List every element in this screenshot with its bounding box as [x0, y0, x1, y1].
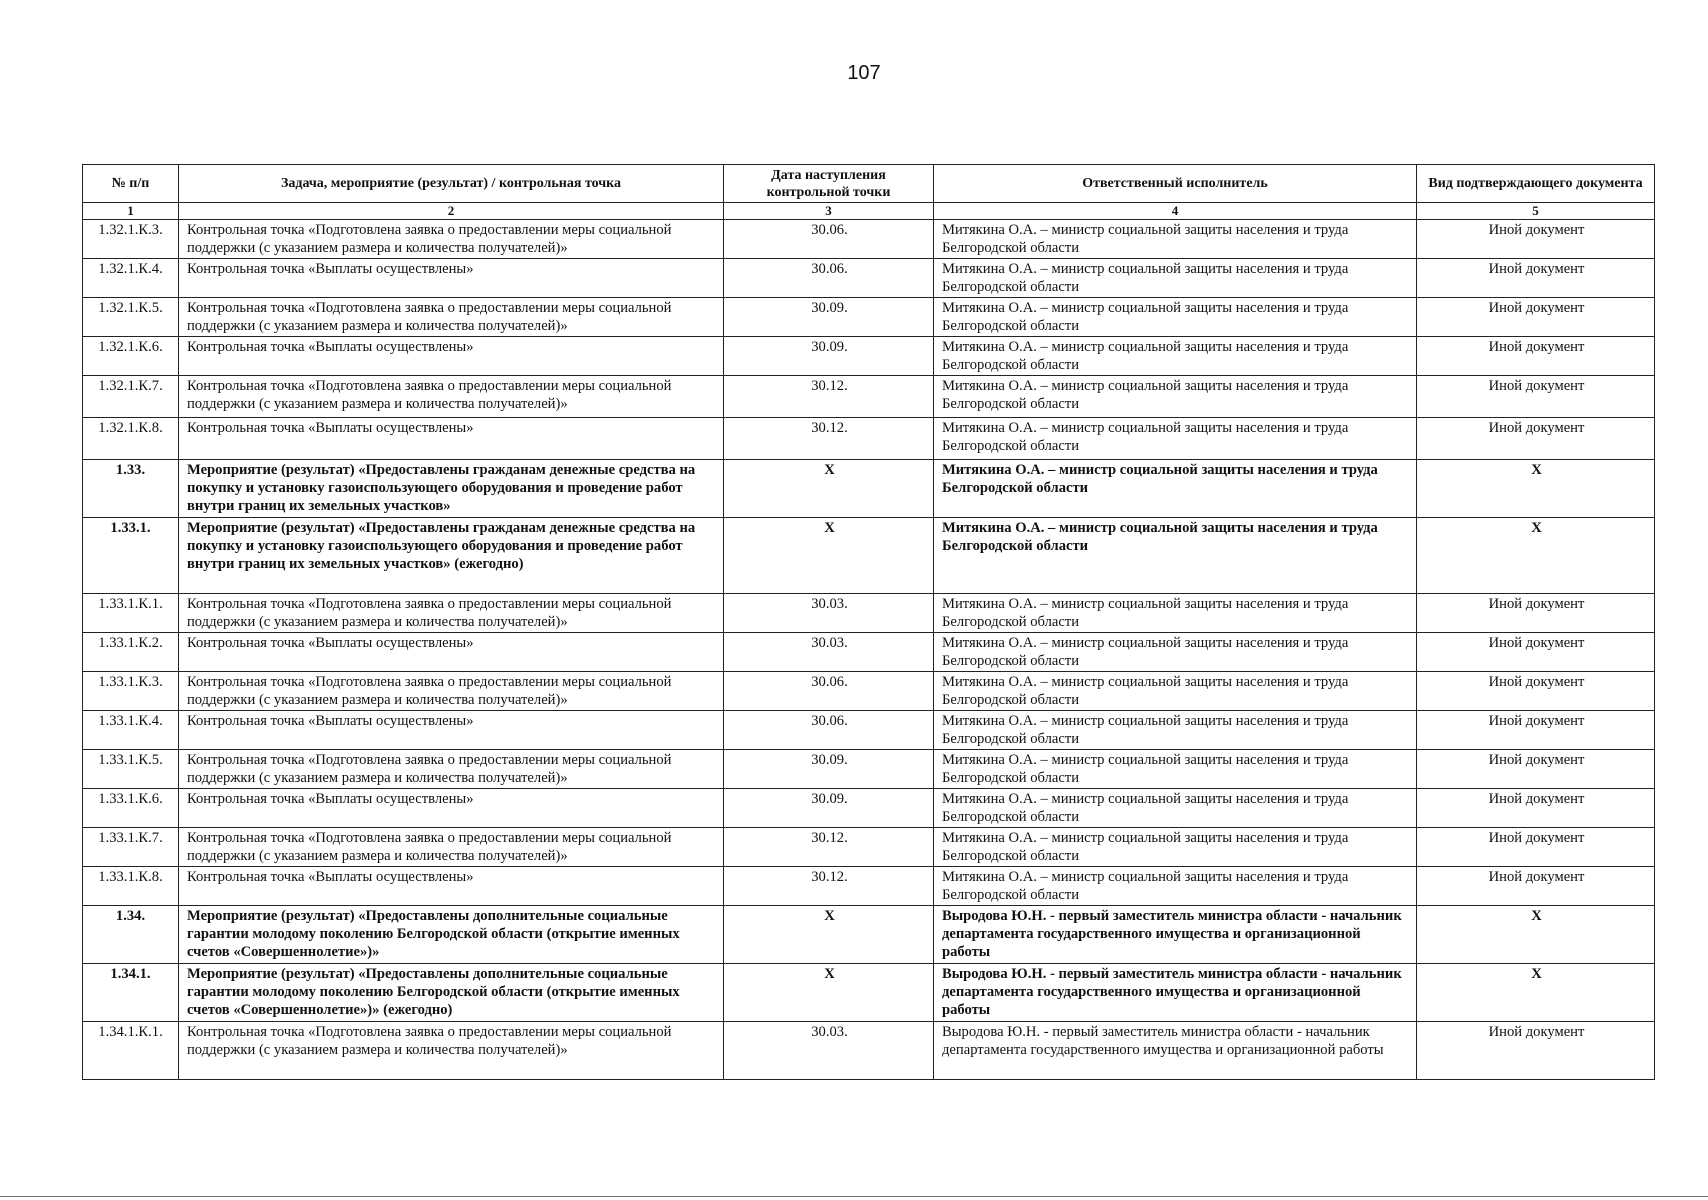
row-number: 1.32.1.К.4.: [83, 259, 179, 298]
row-executor: Митякина О.А. – министр социальной защиты населения и труда Белгородской области: [934, 518, 1417, 594]
header-executor: Ответственный исполнитель: [934, 165, 1417, 203]
header-date: Дата наступления контрольной точки: [724, 165, 934, 203]
row-document: Иной документ: [1417, 376, 1655, 418]
row-document: Иной документ: [1417, 633, 1655, 672]
row-document: Иной документ: [1417, 711, 1655, 750]
row-document: Иной документ: [1417, 220, 1655, 259]
row-executor: Митякина О.А. – министр социальной защиты населения и труда Белгородской области: [934, 867, 1417, 906]
row-number: 1.32.1.К.7.: [83, 376, 179, 418]
row-executor: Митякина О.А. – министр социальной защиты населения и труда Белгородской области: [934, 711, 1417, 750]
row-document: Иной документ: [1417, 418, 1655, 460]
column-number: 4: [934, 203, 1417, 220]
row-task: Мероприятие (результат) «Предоставлены дополнительные социальные гарантии молодому поколению Белгородской области (открытие именных счетов «Совершеннолетие»)» (ежегодно): [179, 964, 724, 1022]
row-task: Контрольная точка «Выплаты осуществлены»: [179, 711, 724, 750]
row-executor: Митякина О.А. – министр социальной защиты населения и труда Белгородской области: [934, 298, 1417, 337]
row-task: Контрольная точка «Подготовлена заявка о предоставлении меры социальной поддержки (с указанием размера и количества получателей)»: [179, 594, 724, 633]
control-points-table: [82, 164, 1655, 1080]
row-date: 30.09.: [724, 298, 934, 337]
row-task: Контрольная точка «Подготовлена заявка о предоставлении меры социальной поддержки (с указанием размера и количества получателей)»: [179, 1022, 724, 1080]
table-row: [83, 460, 1655, 518]
row-document: Иной документ: [1417, 594, 1655, 633]
row-date: Х: [724, 964, 934, 1022]
row-task: Мероприятие (результат) «Предоставлены гражданам денежные средства на покупку и установку газоиспользующего оборудования и проведение работ внутри границ их земельных участков» (ежегодно): [179, 518, 724, 594]
row-document: Иной документ: [1417, 337, 1655, 376]
table-row: [83, 964, 1655, 1022]
row-date: 30.03.: [724, 1022, 934, 1080]
row-document: Иной документ: [1417, 672, 1655, 711]
page-number: 107: [847, 62, 881, 84]
row-task: Контрольная точка «Выплаты осуществлены»: [179, 259, 724, 298]
row-task: Контрольная точка «Подготовлена заявка о предоставлении меры социальной поддержки (с указанием размера и количества получателей)»: [179, 298, 724, 337]
row-executor: Митякина О.А. – министр социальной защиты населения и труда Белгородской области: [934, 633, 1417, 672]
row-number: 1.33.: [83, 460, 179, 518]
page-bottom-edge: [0, 1196, 1708, 1197]
row-task: Контрольная точка «Выплаты осуществлены»: [179, 337, 724, 376]
row-executor: Митякина О.А. – министр социальной защиты населения и труда Белгородской области: [934, 828, 1417, 867]
table-row: [83, 376, 1655, 418]
row-date: 30.09.: [724, 789, 934, 828]
row-date: 30.03.: [724, 633, 934, 672]
header-document: Вид подтверждающего документа: [1417, 165, 1655, 203]
table-row: [83, 906, 1655, 964]
header-task: Задача, мероприятие (результат) / контрольная точка: [179, 165, 724, 203]
row-executor: Митякина О.А. – министр социальной защиты населения и труда Белгородской области: [934, 594, 1417, 633]
row-document: Х: [1417, 460, 1655, 518]
row-executor: Митякина О.А. – министр социальной защиты населения и труда Белгородской области: [934, 418, 1417, 460]
column-number: 2: [179, 203, 724, 220]
table-row: [83, 518, 1655, 594]
row-date: Х: [724, 518, 934, 594]
row-executor: Митякина О.А. – министр социальной защиты населения и труда Белгородской области: [934, 460, 1417, 518]
row-document: Х: [1417, 964, 1655, 1022]
row-executor: Митякина О.А. – министр социальной защиты населения и труда Белгородской области: [934, 376, 1417, 418]
row-document: Иной документ: [1417, 789, 1655, 828]
row-number: 1.33.1.К.1.: [83, 594, 179, 633]
row-date: 30.06.: [724, 259, 934, 298]
row-date: 30.12.: [724, 867, 934, 906]
row-task: Контрольная точка «Выплаты осуществлены»: [179, 418, 724, 460]
table-row: [83, 828, 1655, 867]
table-row: [83, 418, 1655, 460]
row-number: 1.33.1.К.4.: [83, 711, 179, 750]
table-row: [83, 259, 1655, 298]
row-task: Мероприятие (результат) «Предоставлены гражданам денежные средства на покупку и установку газоиспользующего оборудования и проведение работ внутри границ их земельных участков»: [179, 460, 724, 518]
row-task: Контрольная точка «Выплаты осуществлены»: [179, 867, 724, 906]
column-number: 1: [83, 203, 179, 220]
table-row: [83, 789, 1655, 828]
table-row: [83, 633, 1655, 672]
row-date: 30.09.: [724, 750, 934, 789]
table-row: [83, 298, 1655, 337]
row-number: 1.34.1.: [83, 964, 179, 1022]
row-number: 1.32.1.К.6.: [83, 337, 179, 376]
table-row: [83, 337, 1655, 376]
row-document: Х: [1417, 518, 1655, 594]
row-document: Иной документ: [1417, 750, 1655, 789]
row-executor: Митякина О.А. – министр социальной защиты населения и труда Белгородской области: [934, 789, 1417, 828]
row-executor: Митякина О.А. – министр социальной защиты населения и труда Белгородской области: [934, 259, 1417, 298]
row-number: 1.32.1.К.5.: [83, 298, 179, 337]
row-date: 30.06.: [724, 672, 934, 711]
column-number: 5: [1417, 203, 1655, 220]
row-executor: Выродова Ю.Н. - первый заместитель министра области - начальник департамента государственного имущества и организационной работы: [934, 1022, 1417, 1080]
table-body: [83, 220, 1655, 1080]
row-number: 1.32.1.К.8.: [83, 418, 179, 460]
table-row: [83, 867, 1655, 906]
row-document: Иной документ: [1417, 298, 1655, 337]
row-date: 30.12.: [724, 376, 934, 418]
column-number: 3: [724, 203, 934, 220]
column-number-row: [83, 203, 1655, 220]
row-date: 30.06.: [724, 220, 934, 259]
row-number: 1.34.1.К.1.: [83, 1022, 179, 1080]
row-document: Иной документ: [1417, 867, 1655, 906]
table-header-row: [83, 165, 1655, 203]
row-document: Иной документ: [1417, 259, 1655, 298]
row-date: Х: [724, 460, 934, 518]
header-number: № п/п: [83, 165, 179, 203]
row-task: Контрольная точка «Выплаты осуществлены»: [179, 633, 724, 672]
row-executor: Митякина О.А. – министр социальной защиты населения и труда Белгородской области: [934, 750, 1417, 789]
row-number: 1.33.1.К.3.: [83, 672, 179, 711]
table-row: [83, 672, 1655, 711]
row-number: 1.33.1.К.7.: [83, 828, 179, 867]
row-executor: Митякина О.А. – министр социальной защиты населения и труда Белгородской области: [934, 672, 1417, 711]
row-number: 1.32.1.К.3.: [83, 220, 179, 259]
row-date: 30.12.: [724, 418, 934, 460]
row-date: 30.03.: [724, 594, 934, 633]
row-task: Контрольная точка «Подготовлена заявка о предоставлении меры социальной поддержки (с указанием размера и количества получателей)»: [179, 672, 724, 711]
row-number: 1.33.1.К.8.: [83, 867, 179, 906]
row-task: Контрольная точка «Подготовлена заявка о предоставлении меры социальной поддержки (с указанием размера и количества получателей)»: [179, 220, 724, 259]
table-row: [83, 750, 1655, 789]
row-document: Х: [1417, 906, 1655, 964]
row-task: Контрольная точка «Подготовлена заявка о предоставлении меры социальной поддержки (с указанием размера и количества получателей)»: [179, 750, 724, 789]
row-date: 30.09.: [724, 337, 934, 376]
table-row: [83, 711, 1655, 750]
document-table-wrapper: [82, 164, 1654, 1080]
row-executor: Выродова Ю.Н. - первый заместитель министра области - начальник департамента государственного имущества и организационной работы: [934, 964, 1417, 1022]
row-number: 1.33.1.К.5.: [83, 750, 179, 789]
row-task: Контрольная точка «Выплаты осуществлены»: [179, 789, 724, 828]
row-number: 1.33.1.К.6.: [83, 789, 179, 828]
row-task: Контрольная точка «Подготовлена заявка о предоставлении меры социальной поддержки (с указанием размера и количества получателей)»: [179, 828, 724, 867]
row-executor: Митякина О.А. – министр социальной защиты населения и труда Белгородской области: [934, 337, 1417, 376]
row-date: 30.06.: [724, 711, 934, 750]
table-row: [83, 594, 1655, 633]
row-number: 1.34.: [83, 906, 179, 964]
row-task: Контрольная точка «Подготовлена заявка о предоставлении меры социальной поддержки (с указанием размера и количества получателей)»: [179, 376, 724, 418]
table-row: [83, 1022, 1655, 1080]
row-document: Иной документ: [1417, 828, 1655, 867]
row-task: Мероприятие (результат) «Предоставлены дополнительные социальные гарантии молодому поколению Белгородской области (открытие именных счетов «Совершеннолетие»)»: [179, 906, 724, 964]
table-row: [83, 220, 1655, 259]
row-executor: Митякина О.А. – министр социальной защиты населения и труда Белгородской области: [934, 220, 1417, 259]
row-date: Х: [724, 906, 934, 964]
row-document: Иной документ: [1417, 1022, 1655, 1080]
row-executor: Выродова Ю.Н. - первый заместитель министра области - начальник департамента государственного имущества и организационной работы: [934, 906, 1417, 964]
row-date: 30.12.: [724, 828, 934, 867]
row-number: 1.33.1.: [83, 518, 179, 594]
row-number: 1.33.1.К.2.: [83, 633, 179, 672]
